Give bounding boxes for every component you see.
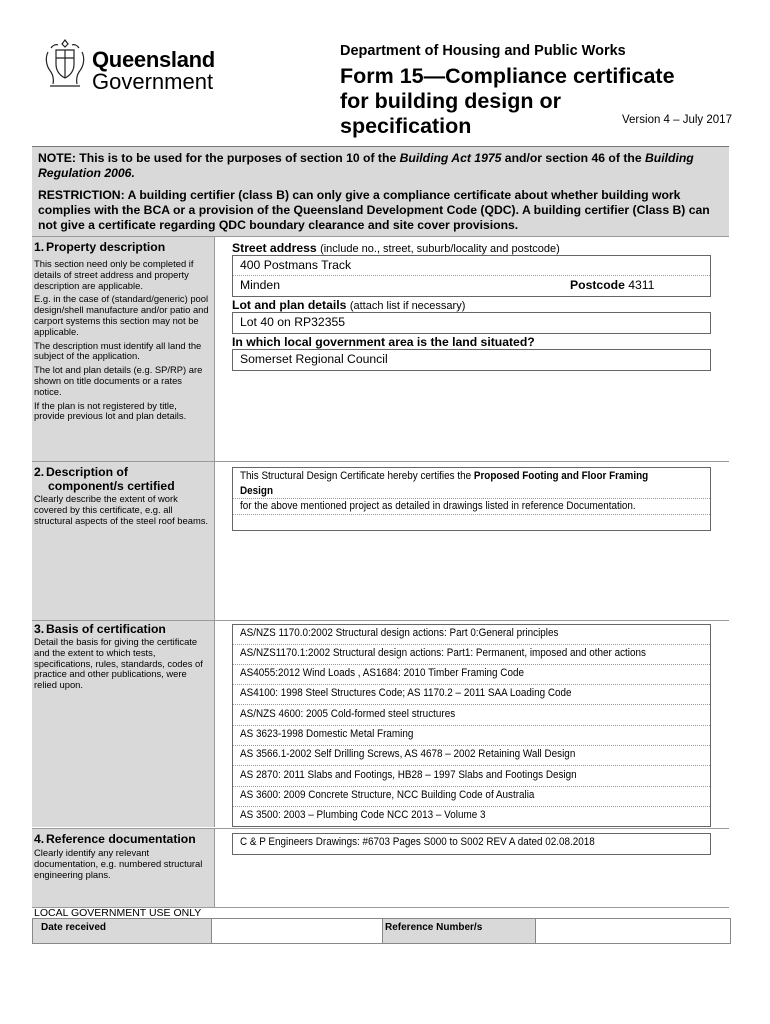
- section1-number: 1.: [34, 240, 45, 254]
- form-title-line1: Form 15—Compliance certificate: [340, 64, 675, 88]
- section1-help-3: The description must identify all land the subject of the application.: [34, 339, 202, 362]
- section4-divider: [214, 828, 729, 829]
- section4-number: 4.: [34, 832, 45, 846]
- postcode: [570, 278, 654, 292]
- basis-row-separator: [233, 644, 710, 645]
- lot-plan-label: [232, 298, 465, 312]
- basis-row-separator: [233, 704, 710, 705]
- form-title: [340, 64, 720, 139]
- section1-divider: [214, 236, 729, 237]
- section2-divider: [214, 461, 729, 462]
- components-line2-bold: Design: [240, 485, 274, 497]
- form-version: Version 4 – July 2017: [622, 114, 732, 126]
- section2-help: Clearly describe the extent of work covered by this certificate, e.g. all structural aspects of the steel roof beams.: [34, 493, 209, 526]
- section2-sidebar: [32, 461, 215, 620]
- local-government-use-table: [32, 918, 731, 944]
- section1-sidebar: [32, 236, 215, 461]
- components-line1-bold: Proposed Footing and Floor Framing: [473, 470, 649, 482]
- lga-value: Somerset Regional Council: [240, 352, 388, 366]
- street-address-separator: [233, 275, 710, 276]
- section1-help: [34, 259, 210, 425]
- basis-row-separator: [233, 684, 710, 685]
- section1-help-1: This section need only be completed if details of street address and property description are applicable.: [34, 258, 194, 291]
- basis-row: AS4055:2012 Wind Loads , AS1684: 2010 Timber Framing Code: [240, 667, 524, 679]
- section2-title-line2: component/s certified: [48, 479, 175, 493]
- logo-wordmark-government: Government: [92, 69, 214, 94]
- street-address-hint: (include no., street, suburb/locality and postcode): [320, 243, 560, 255]
- note-regulation: Building Regulation 2006.: [38, 151, 694, 180]
- section1-help-5: If the plan is not registered by title, provide previous lot and plan details.: [34, 399, 187, 422]
- section3-title: Basis of certification: [46, 622, 166, 636]
- components-line1-prefix: This Structural Design Certificate hereby certifies the: [240, 470, 474, 482]
- components-line2: [240, 485, 659, 497]
- basis-row-separator: [233, 786, 710, 787]
- note-mid: and/or section 46 of the: [501, 151, 645, 165]
- components-separator-2: [233, 514, 710, 515]
- reference-number-label-cell: [383, 919, 536, 943]
- reference-documentation-field[interactable]: [232, 833, 711, 855]
- date-received-label: Date received: [41, 922, 107, 933]
- local-government-use-label: LOCAL GOVERNMENT USE ONLY: [34, 907, 202, 919]
- section3-number: 3.: [34, 622, 45, 636]
- section2-number: 2.: [34, 465, 45, 479]
- section4-sidebar: [32, 828, 215, 907]
- street-address-label: [232, 241, 560, 255]
- lot-plan-field[interactable]: [232, 312, 711, 334]
- section2-heading: [34, 465, 175, 493]
- basis-row-separator: [233, 725, 710, 726]
- postcode-label: Postcode: [570, 278, 625, 292]
- note-act: Building Act 1975: [399, 151, 502, 165]
- basis-row-separator: [233, 745, 710, 746]
- queensland-government-logo: [42, 36, 222, 96]
- basis-row: AS 2870: 2011 Slabs and Footings, HB28 – 1997 Slabs and Footings Design: [240, 769, 577, 781]
- note-block: [32, 146, 729, 236]
- date-received-input[interactable]: [212, 919, 383, 943]
- section2-title-line1: Description of: [46, 465, 128, 479]
- lga-field[interactable]: [232, 349, 711, 371]
- section4-title: Reference documentation: [46, 832, 196, 846]
- section3-help: Detail the basis for giving the certificate and the extent to which tests, specifications, rules, standards, codes of practice and other publications, were relied upon.: [34, 636, 203, 691]
- note-text: [38, 151, 724, 181]
- section3-heading: [34, 622, 166, 636]
- basis-row-separator: [233, 806, 710, 807]
- reference-number-label: Reference Number/s: [385, 922, 483, 933]
- street-address-value: 400 Postmans Track: [240, 258, 352, 272]
- logo-wordmark-queensland: Queensland: [92, 47, 215, 72]
- coat-of-arms-icon: [42, 36, 88, 94]
- reference-documentation-value: C & P Engineers Drawings: #6703 Pages S000 to S002 REV A dated 02.08.2018: [240, 836, 595, 848]
- components-line1: [240, 470, 659, 482]
- postcode-value: 4311: [628, 278, 655, 292]
- basis-row: AS/NZS 1170.0:2002 Structural design actions: Part 0:General principles: [240, 627, 559, 639]
- components-certified-field[interactable]: [232, 467, 711, 531]
- basis-row: AS 3623-1998 Domestic Metal Framing: [240, 728, 414, 740]
- section4-heading: [34, 832, 196, 846]
- date-received-label-cell: [33, 919, 212, 943]
- section1-title: Property description: [46, 240, 166, 254]
- note-prefix: NOTE: This is to be used for the purposes of section 10 of the: [38, 151, 400, 165]
- section1-help-4: The lot and plan details (e.g. SP/RP) are shown on title documents or a rates notice.: [34, 364, 203, 397]
- section4-help: Clearly identify any relevant documentation, e.g. numbered structural engineering plans.: [34, 847, 203, 880]
- basis-row: AS 3566.1-2002 Self Drilling Screws, AS 4678 – 2002 Retaining Wall Design: [240, 748, 576, 760]
- basis-row: AS4100: 1998 Steel Structures Code; AS 1170.2 – 2011 SAA Loading Code: [240, 687, 572, 699]
- street-address-field[interactable]: [232, 255, 711, 297]
- form-title-line2: for building design or: [340, 89, 561, 113]
- basis-row-separator: [233, 765, 710, 766]
- lot-plan-value: Lot 40 on RP32355: [240, 315, 346, 329]
- basis-row-separator: [233, 664, 710, 665]
- basis-row: AS 3600: 2009 Concrete Structure, NCC Building Code of Australia: [240, 789, 535, 801]
- form-title-line3: specification: [340, 114, 472, 138]
- basis-row: AS/NZS 4600: 2005 Cold-formed steel structures: [240, 708, 456, 720]
- basis-of-certification-field[interactable]: [232, 624, 711, 827]
- lga-label: In which local government area is the land situated?: [232, 335, 535, 349]
- lot-plan-label-text: Lot and plan details: [232, 298, 347, 312]
- reference-number-input[interactable]: [536, 919, 729, 943]
- basis-row: AS/NZS1170.1:2002 Structural design actions: Part1: Permanent, imposed and other actions: [240, 647, 646, 659]
- components-separator-1: [233, 498, 710, 499]
- section1-help-2: E.g. in the case of (standard/generic) pool design/shell manufacture and/or patio and carport systems this section may not be applicable.: [34, 293, 209, 337]
- components-line3: for the above mentioned project as detailed in drawings listed in reference Documentation.: [240, 500, 636, 512]
- lot-plan-hint: (attach list if necessary): [349, 300, 466, 312]
- basis-row: AS 3500: 2003 – Plumbing Code NCC 2013 – Volume 3: [240, 809, 486, 821]
- street-address-label-text: Street address: [232, 241, 317, 255]
- section3-sidebar: [32, 620, 215, 827]
- department-name: Department of Housing and Public Works: [340, 43, 626, 59]
- suburb-value: Minden: [240, 278, 280, 292]
- section3-divider: [214, 620, 729, 621]
- section1-heading: [34, 240, 165, 254]
- restriction-text: RESTRICTION: A building certifier (class B) can only give a compliance certificate about whether building work complies with the BCA or a provision of the Queensland Development Code (QDC). A building certifier (Class B) can not give a certificate regarding QDC boundary clearance and site cover provisions.: [38, 188, 710, 232]
